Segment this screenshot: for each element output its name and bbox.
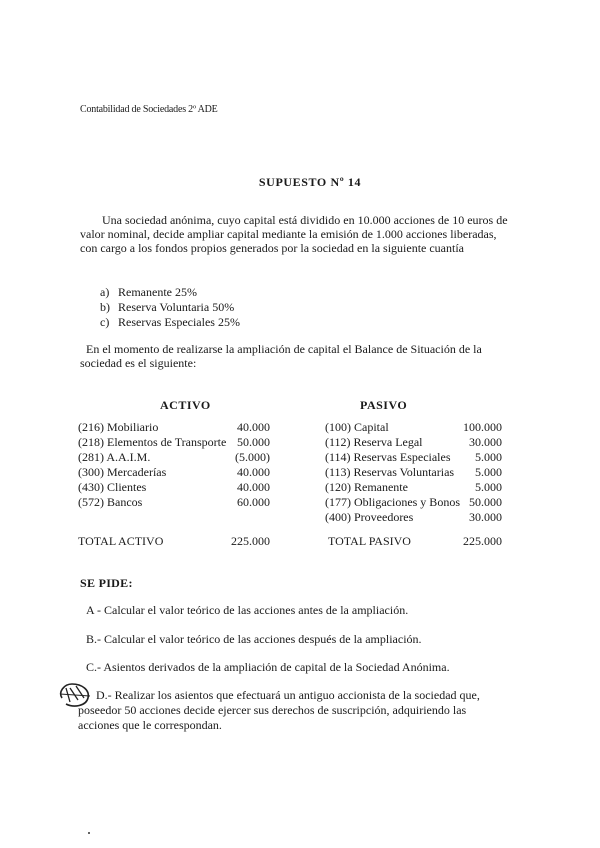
pasivo-account-value: 5.000: [475, 480, 502, 494]
task-c: C.- Asientos derivados de la ampliación de capital de la Sociedad Anónima.: [86, 660, 450, 674]
stray-dot: [88, 832, 90, 834]
pasivo-account-name: (113) Reservas Voluntarias: [325, 465, 455, 479]
pasivo-account-value: 5.000: [475, 465, 502, 479]
activo-account-value: 40.000: [237, 420, 270, 434]
pasivo-account-name: (177) Obligaciones y Bonos: [325, 495, 460, 509]
activo-account-value: 50.000: [237, 435, 270, 449]
activo-account-value: 60.000: [237, 495, 270, 509]
list-item: [100, 300, 240, 315]
activo-account-value: 40.000: [237, 465, 270, 479]
pasivo-account-value: 100.000: [463, 420, 502, 434]
pasivo-account-name: (120) Remanente: [325, 480, 408, 494]
activo-heading: ACTIVO: [160, 398, 211, 412]
funds-list: [100, 285, 240, 330]
list-item-text: Reserva Voluntaria 50%: [118, 300, 235, 314]
pasivo-account-value: 30.000: [469, 435, 502, 449]
intro-paragraph: Una sociedad anónima, cuyo capital está dividido en 10.000 acciones de 10 euros de valor nominal, decide ampliar capital mediante la emisión de 1.000 acciones liberadas, con cargo a los fondos propios generados por la sociedad en la siguiente cuantía: [80, 213, 508, 255]
activo-account-name: (430) Clientes: [78, 480, 147, 494]
list-item-text: Reservas Especiales 25%: [118, 315, 240, 329]
balance-intro-paragraph: En el momento de realizarse la ampliación de capital el Balance de Situación de la sociedad es el siguiente:: [80, 342, 482, 370]
task-d: D.- Realizar los asientos que efectuará un antiguo accionista de la sociedad que, poseedor 50 acciones decide ejercer sus derechos de suscripción, adquiriendo las acciones que le correspondan.: [78, 688, 480, 732]
pasivo-account-value: 30.000: [469, 510, 502, 524]
activo-account-name: (300) Mercaderías: [78, 465, 167, 479]
pasivo-heading: PASIVO: [360, 398, 408, 412]
activo-account-name: (218) Elementos de Transporte: [78, 435, 227, 449]
document-header: Contabilidad de Sociedades 2º ADE: [80, 104, 218, 115]
total-activo-value: 225.000: [231, 534, 270, 548]
pasivo-account-name: (114) Reservas Especiales: [325, 450, 451, 464]
total-pasivo-value: 225.000: [463, 534, 502, 548]
list-item-letter: c): [100, 315, 110, 329]
pasivo-account-name: (100) Capital: [325, 420, 389, 434]
list-item: [100, 285, 240, 300]
page-title: SUPUESTO Nº 14: [258, 175, 362, 189]
se-pide-heading: SE PIDE:: [80, 576, 133, 590]
task-b: B.- Calcular el valor teórico de las acciones después de la ampliación.: [86, 632, 422, 646]
total-pasivo-label: TOTAL PASIVO: [328, 534, 411, 548]
pasivo-account-value: 50.000: [469, 495, 502, 509]
list-item-text: Remanente 25%: [118, 285, 197, 299]
pasivo-account-value: 5.000: [475, 450, 502, 464]
pasivo-account-name: (400) Proveedores: [325, 510, 414, 524]
list-item-letter: b): [100, 300, 110, 314]
activo-account-value: (5.000): [235, 450, 270, 464]
handwritten-mark-icon: [56, 678, 94, 712]
activo-account-name: (572) Bancos: [78, 495, 143, 509]
activo-account-value: 40.000: [237, 480, 270, 494]
task-a: A - Calcular el valor teórico de las acciones antes de la ampliación.: [86, 603, 409, 617]
list-item: [100, 315, 240, 330]
pasivo-account-name: (112) Reserva Legal: [325, 435, 423, 449]
activo-account-name: (281) A.A.I.M.: [78, 450, 151, 464]
total-activo-label: TOTAL ACTIVO: [78, 534, 164, 548]
list-item-letter: a): [100, 285, 110, 299]
activo-account-name: (216) Mobiliario: [78, 420, 159, 434]
